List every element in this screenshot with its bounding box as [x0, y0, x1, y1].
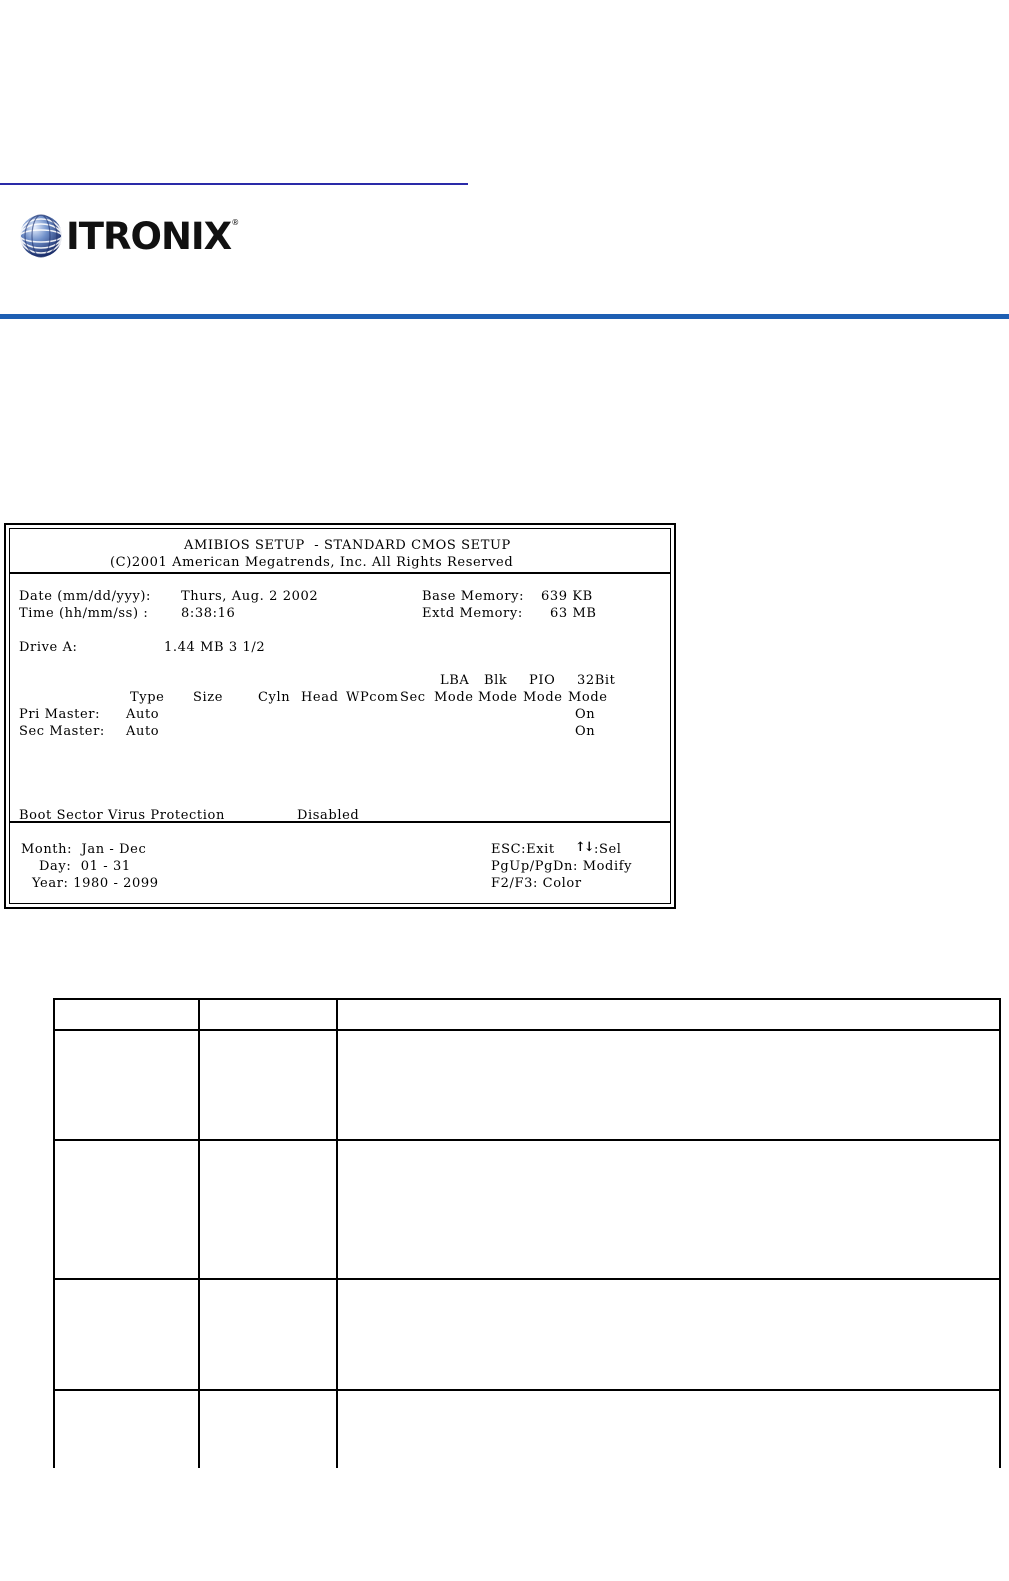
col-header-sec: Sec: [400, 690, 426, 705]
key-color: F2/F3: Color: [491, 876, 582, 891]
table-row-divider: [53, 1029, 1001, 1031]
col-header-blk-mode: Mode: [478, 690, 518, 705]
key-modify: PgUp/PgDn: Modify: [491, 859, 633, 874]
table-row-divider: [53, 1139, 1001, 1141]
extd-memory-label: Extd Memory:: [422, 606, 523, 621]
time-label: Time (hh/mm/ss) :: [19, 606, 149, 621]
table-border-left: [53, 998, 55, 1468]
col-header-blk: Blk: [484, 673, 508, 688]
table-row-divider: [53, 1389, 1001, 1391]
time-value: 8:38:16: [181, 606, 236, 621]
header-divider: [0, 314, 1009, 319]
top-link-underline[interactable]: [0, 183, 468, 185]
globe-icon: [18, 213, 64, 259]
virus-protection-value: Disabled: [297, 808, 360, 823]
pri-master-32bit: On: [575, 707, 596, 722]
table-col-divider: [336, 998, 338, 1468]
drive-a-value: 1.44 MB 3 1/2: [164, 640, 266, 655]
base-memory-label: Base Memory:: [422, 589, 525, 604]
col-header-lba: LBA: [440, 673, 470, 688]
bios-title: AMIBIOS SETUP - STANDARD CMOS SETUP: [184, 538, 511, 553]
date-value: Thurs, Aug. 2 2002: [181, 589, 319, 604]
logo-text: ITRONIX: [66, 214, 232, 258]
drive-a-label: Drive A:: [19, 640, 78, 655]
itronix-logo: [18, 210, 239, 262]
help-day: Day: 01 - 31: [39, 859, 131, 874]
bios-setup-screenshot: [4, 523, 676, 909]
settings-table: [53, 998, 1001, 1468]
bios-copyright: (C)2001 American Megatrends, Inc. All Rights Reserved: [110, 555, 514, 570]
col-header-pio-mode: Mode: [523, 690, 563, 705]
sec-master-type: Auto: [126, 724, 160, 739]
col-header-type: Type: [130, 690, 165, 705]
sec-master-label: Sec Master:: [19, 724, 105, 739]
key-exit: ESC:Exit: [491, 842, 555, 857]
key-select: :Sel: [594, 842, 622, 857]
arrows-icon: ↑↓: [575, 840, 593, 855]
extd-memory-value: 63 MB: [550, 606, 597, 621]
date-label: Date (mm/dd/yyy):: [19, 589, 152, 604]
base-memory-value: 639 KB: [541, 589, 593, 604]
help-year: Year: 1980 - 2099: [32, 876, 159, 891]
col-header-lba-mode: Mode: [434, 690, 474, 705]
registered-mark: ®: [231, 218, 240, 227]
table-col-divider: [198, 998, 200, 1468]
col-header-wpcom: WPcom: [346, 690, 399, 705]
table-border-top: [53, 998, 1001, 1000]
col-header-cyln: Cyln: [258, 690, 291, 705]
col-header-32bit: 32Bit: [577, 673, 616, 688]
help-month: Month: Jan - Dec: [21, 842, 147, 857]
table-border-right: [999, 998, 1001, 1468]
sec-master-32bit: On: [575, 724, 596, 739]
col-header-32bit-mode: Mode: [568, 690, 608, 705]
pri-master-label: Pri Master:: [19, 707, 101, 722]
col-header-head: Head: [301, 690, 339, 705]
bios-divider-top: [10, 572, 670, 574]
virus-protection-label: Boot Sector Virus Protection: [19, 808, 225, 823]
pri-master-type: Auto: [126, 707, 160, 722]
col-header-pio: PIO: [529, 673, 556, 688]
bios-divider-bottom: [10, 821, 670, 823]
col-header-size: Size: [193, 690, 224, 705]
table-row-divider: [53, 1278, 1001, 1280]
